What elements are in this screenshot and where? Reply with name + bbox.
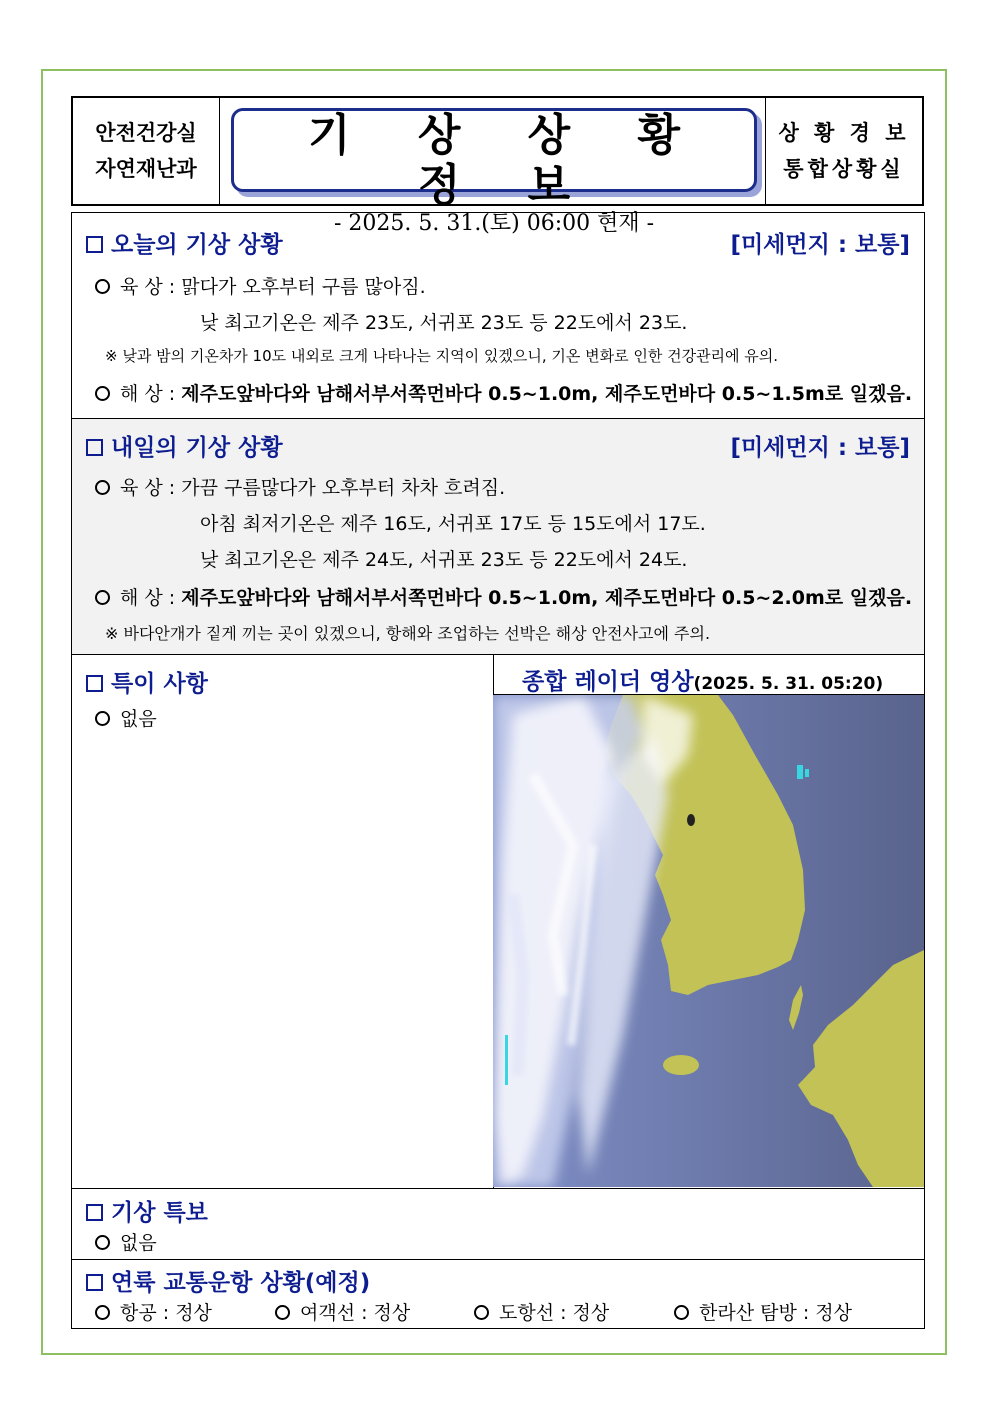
today-section: [71, 212, 925, 419]
page-title: 기 상 상 황 정 보: [308, 110, 706, 211]
warning-section: [71, 1188, 925, 1260]
issuer-division: 자연재난과: [95, 157, 197, 181]
today-heading: 오늘의 기상 상황: [86, 226, 283, 259]
radar-title: 종합 레이더 영상(2025. 5. 31. 05:20): [522, 669, 884, 695]
radar-site-marker: [687, 814, 695, 826]
radar-map: [493, 695, 924, 1187]
circle-bullet-icon: [674, 1305, 689, 1320]
circle-bullet-icon: [95, 590, 110, 605]
special-heading: 특이 사항: [86, 665, 208, 698]
today-sea: 해 상 : 제주도앞바다와 남해서부서쪽먼바다 0.5~1.0m, 제주도먼바다 0.5~1.5m로 일겠음.: [95, 379, 912, 406]
circle-bullet-icon: [95, 711, 110, 726]
checkbox-icon: [86, 1204, 103, 1221]
tomorrow-section: [71, 418, 925, 655]
checkbox-icon: [86, 439, 103, 456]
issuer-room: 통합상황실: [783, 157, 905, 181]
tomorrow-heading: 내일의 기상 상황: [86, 429, 283, 462]
report-header: [71, 96, 924, 236]
tomorrow-min-temp: 아침 최저기온은 제주 16도, 서귀포 17도 등 15도에서 17도.: [200, 513, 706, 535]
circle-bullet-icon: [95, 480, 110, 495]
tomorrow-note: ※ 바다안개가 짙게 끼는 곳이 있겠으니, 항해와 조업하는 선박은 해상 안전사고에 주의.: [105, 624, 711, 643]
checkbox-icon: [86, 236, 103, 253]
today-dust: [미세먼지 : 보통]: [730, 232, 910, 258]
tomorrow-max-temp: 낮 최고기온은 제주 24도, 서귀포 23도 등 22도에서 24도.: [200, 549, 688, 571]
circle-bullet-icon: [95, 386, 110, 401]
traffic-island-ferry: 도항선 : 정상: [474, 1298, 609, 1325]
circle-bullet-icon: [95, 279, 110, 294]
traffic-air: 항공 : 정상: [95, 1298, 212, 1325]
title-box: [231, 108, 757, 236]
tomorrow-dust: [미세먼지 : 보통]: [730, 435, 910, 461]
echo-cyan: [805, 769, 809, 777]
traffic-ferry: 여객선 : 정상: [275, 1298, 410, 1325]
circle-bullet-icon: [95, 1235, 110, 1250]
checkbox-icon: [86, 1274, 103, 1291]
today-note: ※ 낮과 밤의 기온차가 10도 내외로 크게 나타나는 지역이 있겠으니, 기온 변화로 인한 건강관리에 유의.: [105, 347, 779, 365]
issuer-right: [765, 98, 922, 204]
tomorrow-land: 육 상 : 가끔 구름많다가 오후부터 차차 흐려짐.: [95, 473, 505, 500]
circle-bullet-icon: [275, 1305, 290, 1320]
land-jeju: [663, 1055, 699, 1075]
echo-cyan: [505, 1035, 508, 1085]
issuer-office: 상 황 경 보: [778, 121, 910, 145]
echo-cyan: [797, 765, 803, 779]
checkbox-icon: [86, 675, 103, 692]
special-item: 없음: [95, 704, 157, 731]
warning-item: 없음: [95, 1228, 157, 1255]
today-land-temp: 낮 최고기온은 제주 23도, 서귀포 23도 등 22도에서 23도.: [200, 312, 688, 334]
traffic-hallasan: 한라산 탐방 : 정상: [674, 1298, 852, 1325]
report-datetime: - 2025. 5. 31.(토) 06:00 현재 -: [333, 211, 655, 236]
tomorrow-sea: 해 상 : 제주도앞바다와 남해서부서쪽먼바다 0.5~1.0m, 제주도먼바다 0.5~2.0m로 일겠음.: [95, 583, 912, 610]
radar-image: [493, 695, 924, 1187]
traffic-heading: 연륙 교통운항 상황(예정): [86, 1264, 370, 1297]
issuer-dept: 안전건강실: [95, 121, 197, 145]
circle-bullet-icon: [95, 1305, 110, 1320]
today-land: 육 상 : 맑다가 오후부터 구름 많아짐.: [95, 272, 426, 299]
circle-bullet-icon: [474, 1305, 489, 1320]
warning-heading: 기상 특보: [86, 1194, 208, 1227]
traffic-section: [71, 1259, 925, 1329]
issuer-left: [73, 98, 220, 204]
